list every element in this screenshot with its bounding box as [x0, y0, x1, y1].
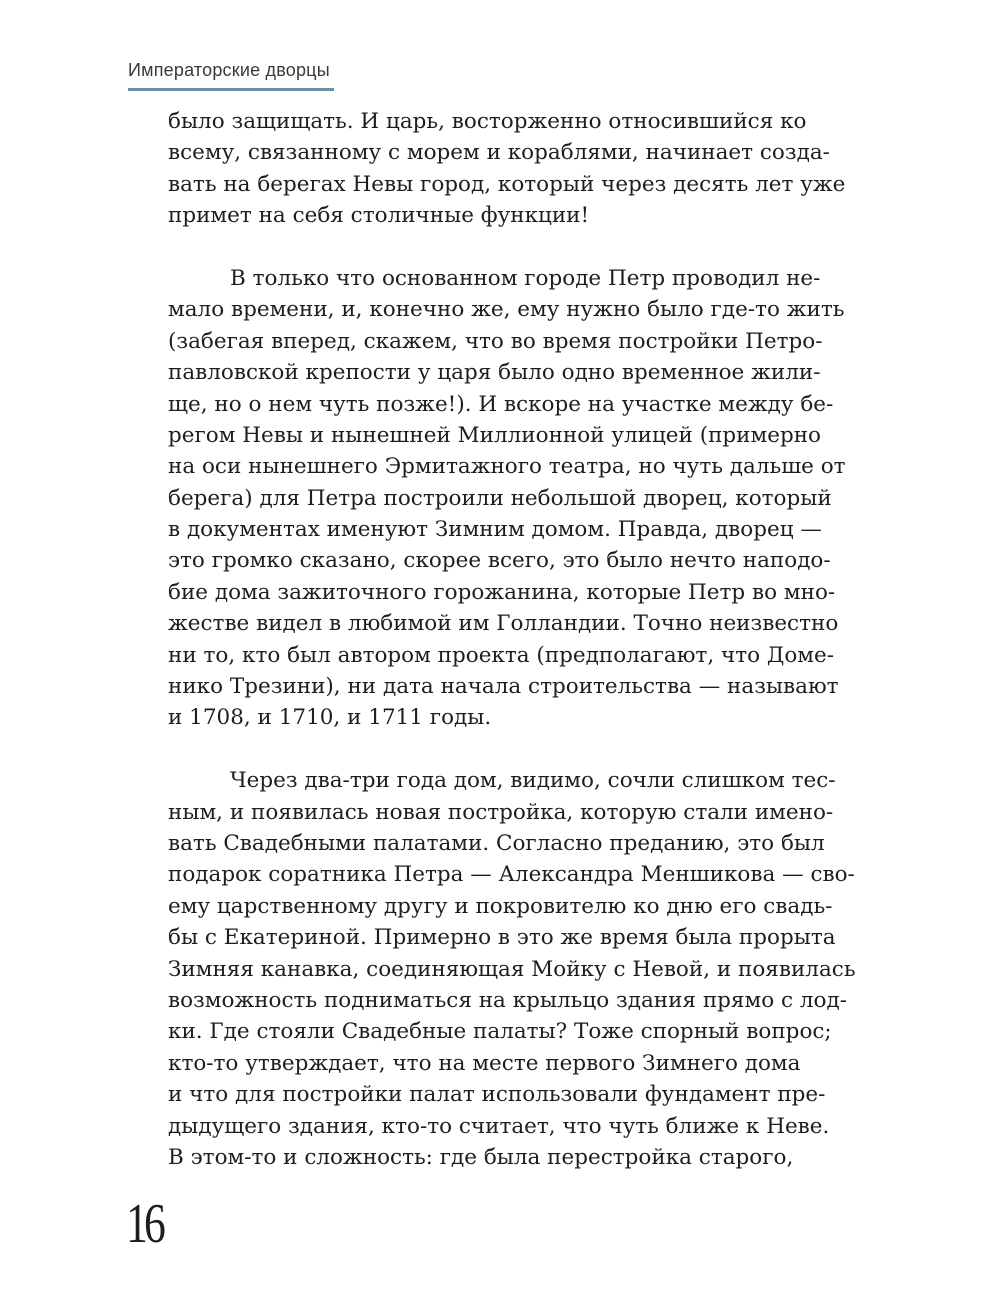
text-line: В только что основанном городе Петр проводил не- — [230, 265, 821, 291]
text-line: возможность подниматься на крыльцо здания прямо с лод- — [168, 987, 847, 1013]
text-line: регом Невы и нынешней Миллионной улицей (примерно — [168, 422, 821, 448]
page-number: 16 — [126, 1193, 162, 1255]
text-line: берега) для Петра построили небольшой дворец, который — [168, 485, 832, 511]
text-line: в документах именуют Зимним домом. Правда, дворец — — [168, 517, 822, 543]
paragraph-2 — [168, 263, 868, 734]
text-line: всему, связанному с морем и кораблями, начинает созда- — [168, 140, 830, 166]
text-line: бы с Екатериной. Примерно в это же время была прорыта — [168, 925, 836, 951]
header-underline — [128, 88, 334, 91]
text-line: Через два-три года дом, видимо, сочли слишком тес- — [230, 768, 836, 794]
text-line: В этом-то и сложность: где была перестройка старого, — [168, 1144, 794, 1170]
text-line: это громко сказано, скорее всего, это было нечто наподо- — [168, 548, 831, 574]
text-line: ему царственному другу и покровителю ко дню его свадь- — [168, 893, 833, 919]
text-line: бие дома зажиточного горожанина, которые Петр во мно- — [168, 579, 836, 605]
text-line: примет на себя столичные функции! — [168, 203, 590, 229]
text-line: ки. Где стояли Свадебные палаты? Тоже спорный вопрос; — [168, 1019, 832, 1045]
text-line: и 1708, и 1710, и 1711 годы. — [168, 705, 492, 731]
text-line: ще, но о нем чуть позже!). И вскоре на участке между бе- — [168, 391, 834, 417]
text-line: ни то, кто был автором проекта (предполагают, что Доме- — [168, 642, 835, 668]
body-text — [168, 106, 868, 1173]
text-line: дыдущего здания, кто-то считает, что чуть ближе к Неве. — [168, 1113, 830, 1139]
text-line: Зимняя канавка, соединяющая Мойку с Невой, и появилась — [168, 956, 856, 982]
running-title: Императорские дворцы — [128, 60, 330, 80]
text-line: павловской крепости у царя было одно временное жили- — [168, 360, 821, 386]
text-line: жестве видел в любимой им Голландии. Точно неизвестно — [168, 611, 839, 637]
text-line: подарок соратника Петра — Александра Меншикова — сво- — [168, 862, 855, 888]
paragraph-gap — [168, 232, 868, 263]
text-line: на оси нынешнего Эрмитажного театра, но чуть дальше от — [168, 454, 846, 480]
paragraph-1 — [168, 106, 868, 232]
text-line: кто-то утверждает, что на месте первого Зимнего дома — [168, 1050, 801, 1076]
text-line: вать Свадебными палатами. Согласно преданию, это был — [168, 830, 825, 856]
text-line: вать на берегах Невы город, который через десять лет уже — [168, 171, 846, 197]
paragraph-3 — [168, 765, 868, 1173]
text-line: ным, и появилась новая постройка, которую стали имено- — [168, 799, 834, 825]
text-line: было защищать. И царь, восторженно относившийся ко — [168, 109, 807, 134]
text-line: и что для постройки палат использовали фундамент пре- — [168, 1082, 826, 1108]
text-line: нико Трезини), ни дата начала строительства — называют — [168, 674, 839, 700]
paragraph-gap — [168, 734, 868, 765]
text-line: (забегая вперед, скажем, что во время постройки Петро- — [168, 328, 823, 354]
text-line: мало времени, и, конечно же, ему нужно было где-то жить — [168, 297, 845, 323]
